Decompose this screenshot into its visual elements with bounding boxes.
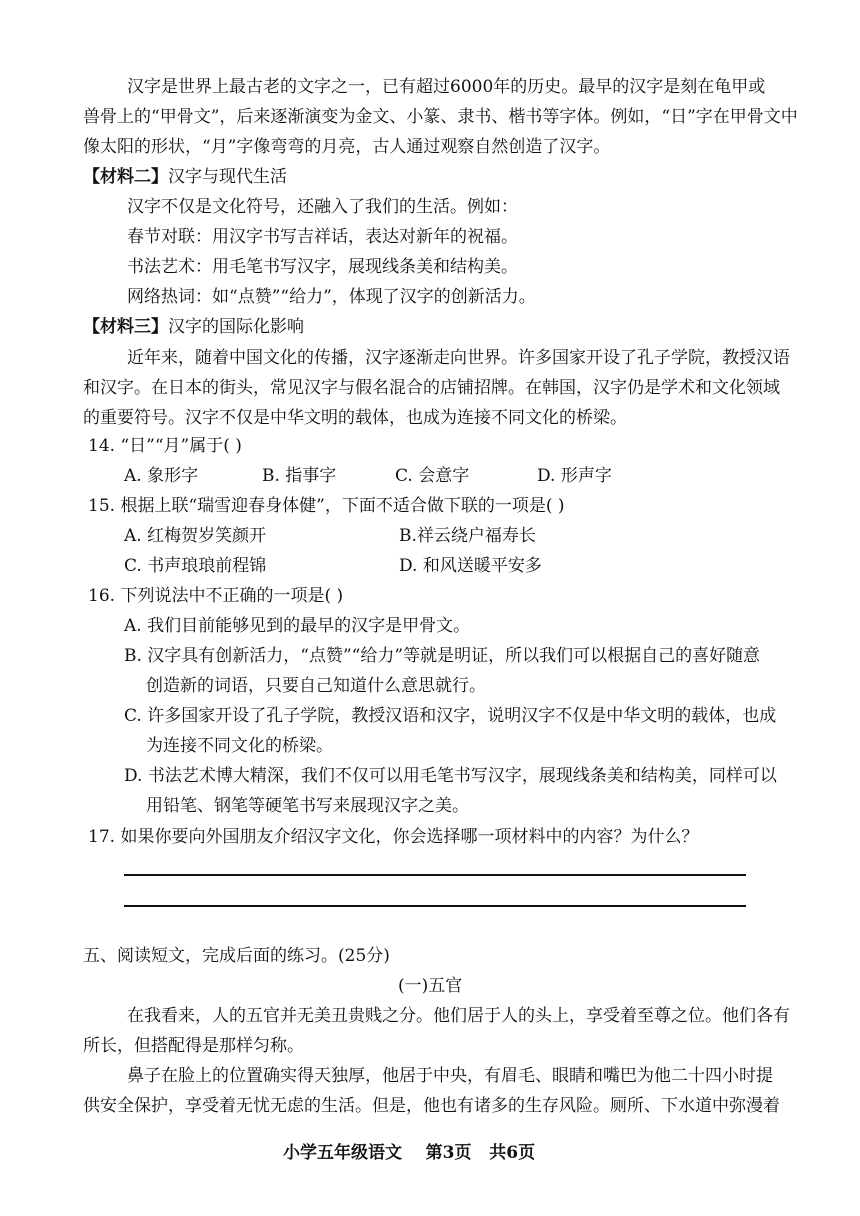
q14-option-c: C. 会意字 xyxy=(395,466,470,486)
material1-line-3: 像太阳的形状，“月”字像弯弯的月亮，古人通过观察自然创造了汉字。 xyxy=(83,137,611,157)
material2-line-1: 汉字不仅是文化符号，还融入了我们的生活。例如： xyxy=(127,197,518,217)
section5-line-3: 鼻子在脸上的位置确实得天独厚，他居于中央，有眉毛、眼睛和嘴巴为他二十四小时提 xyxy=(127,1066,773,1086)
material2-line-4: 网络热词：如“点赞”“给力”，体现了汉字的创新活力。 xyxy=(127,287,536,307)
q15-option-d: D. 和风送暖平安多 xyxy=(399,556,542,576)
answer-line-2[interactable] xyxy=(124,905,746,907)
q15-option-c: C. 书声琅琅前程锦 xyxy=(124,556,267,576)
material3-tag: 【材料三】 xyxy=(83,317,168,337)
q16-option-b-line-2: 创造新的词语，只要自己知道什么意思就行。 xyxy=(146,676,486,696)
material3-line-1: 近年来，随着中国文化的传播，汉字逐渐走向世界。许多国家开设了孔子学院，教授汉语 xyxy=(127,348,790,368)
material3-line-2: 和汉字。在日本的街头，常见汉字与假名混合的店铺招牌。在韩国，汉字仍是学术和文化领域 xyxy=(83,378,780,398)
section5-line-4: 供安全保护，享受着无忧无虑的生活。但是，他也有诸多的生存风险。厕所、下水道中弥漫着 xyxy=(83,1096,780,1116)
q15-option-a: A. 红梅贺岁笑颜开 xyxy=(124,526,267,546)
material2-tag: 【材料二】 xyxy=(83,167,168,187)
answer-line-1[interactable] xyxy=(124,874,746,876)
section5-subtitle: (一)五官 xyxy=(398,976,463,996)
section5-title: 五、阅读短文，完成后面的练习。(25分) xyxy=(83,946,390,966)
q15-option-b: B.祥云绕户福寿长 xyxy=(399,526,536,546)
q14-option-b: B. 指事字 xyxy=(262,466,337,486)
material1-line-2: 兽骨上的“甲骨文”，后来逐渐演变为金文、小篆、隶书、楷书等字体。例如，“日”字在甲骨文中 xyxy=(83,107,798,127)
q16-option-c-line-1: C. 许多国家开设了孔子学院，教授汉语和汉字，说明汉字不仅是中华文明的载体，也成 xyxy=(124,706,777,726)
material3-heading xyxy=(83,314,304,340)
material2-line-2: 春节对联：用汉字书写吉祥话，表达对新年的祝福。 xyxy=(127,227,518,247)
material3-line-3: 的重要符号。汉字不仅是中华文明的载体，也成为连接不同文化的桥梁。 xyxy=(83,408,627,428)
material2-title: 汉字与现代生活 xyxy=(168,167,287,187)
material2-heading xyxy=(83,164,287,190)
page-footer: 小学五年级语文 第3页 共6页 xyxy=(283,1143,536,1163)
q16-stem: 16. 下列说法中不正确的一项是( ) xyxy=(88,586,344,606)
q16-option-c-line-2: 为连接不同文化的桥梁。 xyxy=(146,736,333,756)
material3-title: 汉字的国际化影响 xyxy=(168,317,304,337)
material1-line-1: 汉字是世界上最古老的文字之一，已有超过6000年的历史。最早的汉字是刻在龟甲或 xyxy=(127,77,766,97)
q14-stem: 14. “日”“月”属于( ) xyxy=(88,436,242,456)
q14-option-a: A. 象形字 xyxy=(124,466,199,486)
q16-option-d-line-2: 用铅笔、钢笔等硬笔书写来展现汉字之美。 xyxy=(146,796,469,816)
q16-option-b-line-1: B. 汉字具有创新活力，“点赞”“给力”等就是明证，所以我们可以根据自己的喜好随意 xyxy=(124,646,761,666)
q15-stem: 15. 根据上联“瑞雪迎春身体健”，下面不适合做下联的一项是( ) xyxy=(88,496,565,516)
q17-stem: 17. 如果你要向外国朋友介绍汉字文化，你会选择哪一项材料中的内容？为什么？ xyxy=(88,827,699,847)
q16-option-a: A. 我们目前能够见到的最早的汉字是甲骨文。 xyxy=(124,616,471,636)
q16-option-d-line-1: D. 书法艺术博大精深，我们不仅可以用毛笔书写汉字，展现线条美和结构美，同样可以 xyxy=(124,766,777,786)
section5-line-1: 在我看来，人的五官并无美丑贵贱之分。他们居于人的头上，享受着至尊之位。他们各有 xyxy=(127,1006,790,1026)
section5-line-2: 所长，但搭配得是那样匀称。 xyxy=(83,1036,304,1056)
material2-line-3: 书法艺术：用毛笔书写汉字，展现线条美和结构美。 xyxy=(127,257,518,277)
q14-option-d: D. 形声字 xyxy=(537,466,612,486)
